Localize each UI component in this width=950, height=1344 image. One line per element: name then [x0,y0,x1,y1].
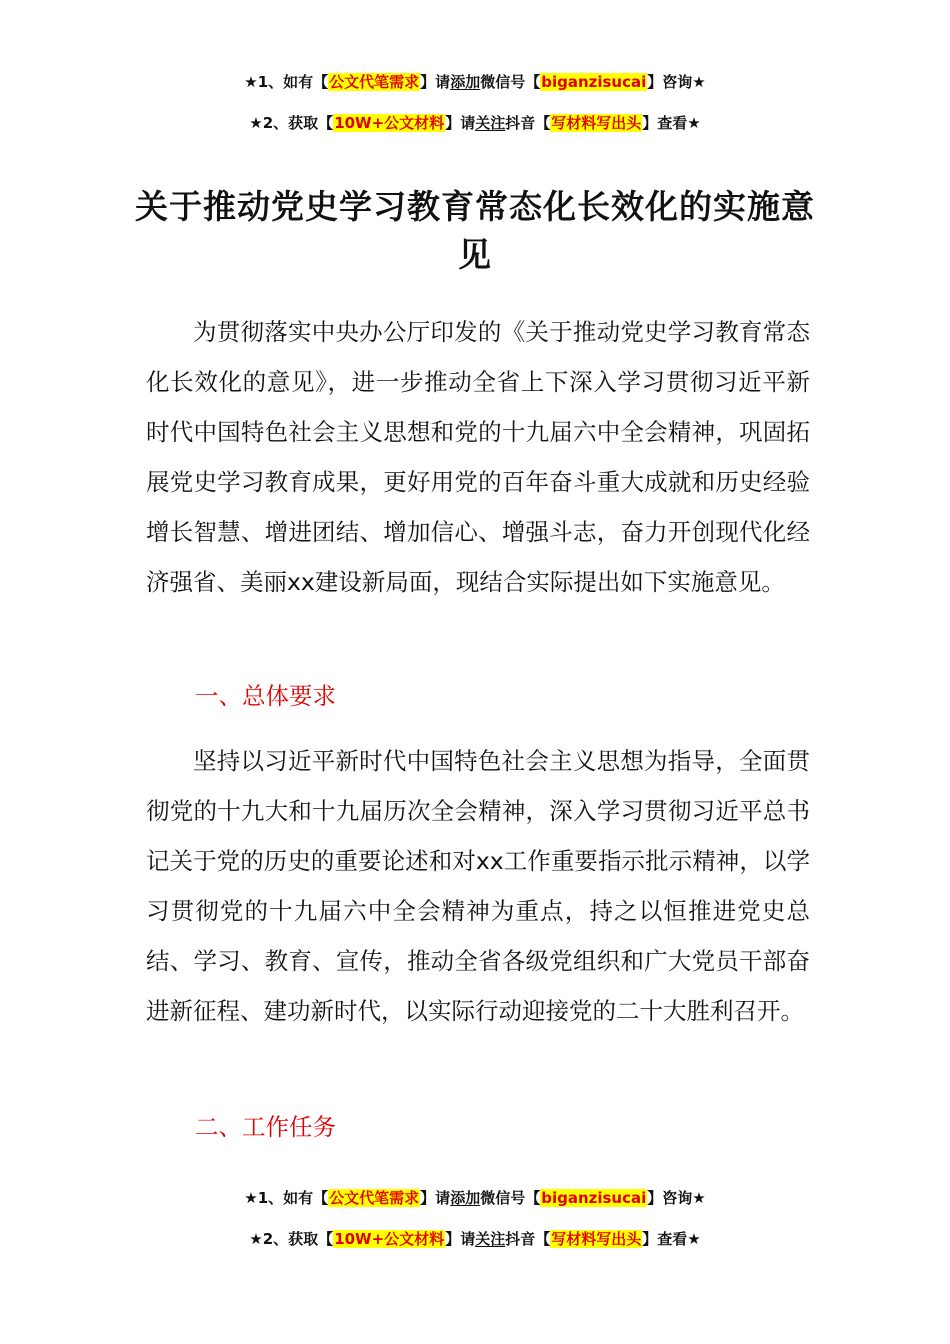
promo-douyin-id: 写材料写出头 [551,114,642,132]
promo-text: 】咨询★ [647,1189,706,1207]
promo-text: ★2、获取【 [249,114,334,132]
promo-line-2-bottom [0,1228,950,1249]
intro-paragraph: 为贯彻落实中央办公厅印发的《关于推动党史学习教育常态化长效化的意见》，进一步推动全省上下深入学习贯彻习近平新时代中国特色社会主义思想和党的十九届六中全会精神，巩固拓展党史学习教育成果，更好用党的百年奋斗重大成就和历史经验增长智慧、增进团结、增加信心、增强斗志，奋力开创现代化经济强省、美丽xx建设新局面，现结合实际提出如下实施意见。 [146,318,810,596]
promo-text: 】咨询★ [647,73,706,91]
promo-highlight: 10W+公文材料 [334,114,445,132]
promo-text: 】查看★ [642,114,701,132]
promo-text: 抖音【 [505,1230,551,1248]
section-1-body: 坚持以习近平新时代中国特色社会主义思想为指导，全面贯彻党的十九大和十九届历次全会精神，深入学习贯彻习近平总书记关于党的历史的重要论述和对xx工作重要指示批示精神，以学习贯彻党的十九届六中全会精神为重点，持之以恒推进党史总结、学习、教育、宣传，推动全省各级党组织和广大党员干部奋进新征程、建功新时代，以实际行动迎接党的二十大胜利召开。 [146,747,810,1025]
promo-text: 微信号【 [480,73,541,91]
promo-underline: 添加 [450,1189,481,1207]
promo-wechat-id: biganzisucai [541,73,647,91]
promo-highlight: 10W+公文材料 [334,1230,445,1248]
promo-wechat-id: biganzisucai [541,1189,647,1207]
promo-text: ★1、如有【 [244,73,329,91]
promo-text: 】请 [420,1189,451,1207]
promo-text: ★1、如有【 [244,1189,329,1207]
promo-underline: 关注 [475,114,506,132]
promo-text: 】查看★ [642,1230,701,1248]
promo-text: 】请 [445,114,476,132]
promo-highlight: 公文代笔需求 [329,1189,420,1207]
section-2-heading: 二、工作任务 [195,1113,336,1141]
promo-text: 抖音【 [505,114,551,132]
promo-douyin-id: 写材料写出头 [551,1230,642,1248]
promo-line-2-top [0,112,950,133]
promo-text: 】请 [420,73,451,91]
promo-text: ★2、获取【 [249,1230,334,1248]
section-1-heading: 一、总体要求 [195,682,336,710]
promo-line-1-bottom [0,1187,950,1208]
promo-text: 微信号【 [480,1189,541,1207]
document-title: 关于推动党史学习教育常态化长效化的实施意见 [135,187,815,274]
promo-line-1-top [0,71,950,92]
promo-underline: 添加 [450,73,481,91]
promo-text: 】请 [445,1230,476,1248]
promo-underline: 关注 [475,1230,506,1248]
promo-highlight: 公文代笔需求 [329,73,420,91]
